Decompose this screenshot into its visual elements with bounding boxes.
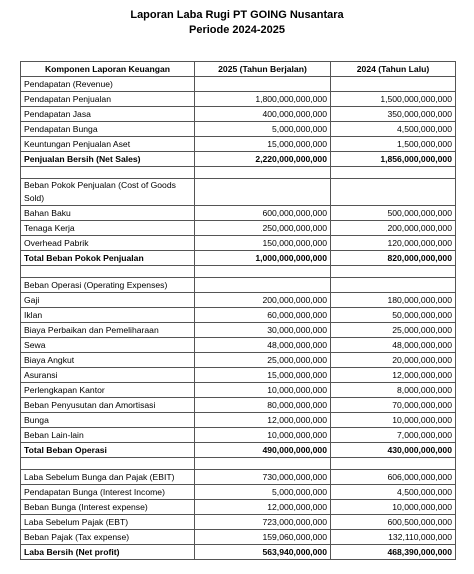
- report-period: Periode 2024-2025: [188, 24, 285, 36]
- header-row: [21, 62, 456, 77]
- value-2024: 10,000,000,000: [331, 413, 456, 428]
- table-row: [21, 308, 456, 323]
- value-2024: 1,500,000,000,000: [331, 92, 456, 107]
- table-row: [21, 413, 456, 428]
- value-2024: 350,000,000,000: [331, 107, 456, 122]
- row-label: [21, 167, 195, 179]
- value-2024: 4,500,000,000: [331, 122, 456, 137]
- value-2024: [331, 167, 456, 179]
- value-2025: 490,000,000,000: [195, 443, 331, 458]
- value-2025: 15,000,000,000: [195, 368, 331, 383]
- row-label: Sewa: [21, 338, 195, 353]
- column-header-component: Komponen Laporan Keuangan: [21, 62, 195, 77]
- row-label: Bahan Baku: [21, 206, 195, 221]
- value-2025: 12,000,000,000: [195, 500, 331, 515]
- table-row: [21, 545, 456, 560]
- table-row: [21, 500, 456, 515]
- value-2025: [195, 458, 331, 470]
- table-row: [21, 443, 456, 458]
- table-row: [21, 122, 456, 137]
- table-row: [21, 251, 456, 266]
- value-2025: 12,000,000,000: [195, 413, 331, 428]
- table-row: [21, 383, 456, 398]
- value-2025: 48,000,000,000: [195, 338, 331, 353]
- row-label: Gaji: [21, 293, 195, 308]
- value-2025: 25,000,000,000: [195, 353, 331, 368]
- table-body: [21, 77, 456, 560]
- value-2025: [195, 167, 331, 179]
- table-row: [21, 485, 456, 500]
- value-2024: 1,500,000,000: [331, 137, 456, 152]
- table-row: [21, 137, 456, 152]
- table-row: [21, 338, 456, 353]
- value-2025: 200,000,000,000: [195, 293, 331, 308]
- value-2025: 10,000,000,000: [195, 428, 331, 443]
- value-2024: 20,000,000,000: [331, 353, 456, 368]
- row-label: Perlengkapan Kantor: [21, 383, 195, 398]
- table-row: [21, 278, 456, 293]
- value-2025: 150,000,000,000: [195, 236, 331, 251]
- value-2024: 70,000,000,000: [331, 398, 456, 413]
- value-2025: 400,000,000,000: [195, 107, 331, 122]
- value-2024: 25,000,000,000: [331, 323, 456, 338]
- value-2025: 250,000,000,000: [195, 221, 331, 236]
- value-2025: 10,000,000,000: [195, 383, 331, 398]
- row-label: Pendapatan Jasa: [21, 107, 195, 122]
- value-2024: 1,856,000,000,000: [331, 152, 456, 167]
- table-row: [21, 428, 456, 443]
- value-2024: 48,000,000,000: [331, 338, 456, 353]
- value-2025: 600,000,000,000: [195, 206, 331, 221]
- value-2024: 10,000,000,000: [331, 500, 456, 515]
- value-2025: 1,800,000,000,000: [195, 92, 331, 107]
- value-2024: 606,000,000,000: [331, 470, 456, 485]
- row-label: Biaya Perbaikan dan Pemeliharaan: [21, 323, 195, 338]
- value-2025: 159,060,000,000: [195, 530, 331, 545]
- report-header: [0, 8, 474, 38]
- row-label: Total Beban Pokok Penjualan: [21, 251, 195, 266]
- row-label: Biaya Angkut: [21, 353, 195, 368]
- row-label: Laba Bersih (Net profit): [21, 545, 195, 560]
- row-label: Keuntungan Penjualan Aset: [21, 137, 195, 152]
- value-2025: [195, 77, 331, 92]
- table-row: [21, 221, 456, 236]
- value-2024: [331, 266, 456, 278]
- income-statement-table: [20, 61, 456, 560]
- row-label: [21, 458, 195, 470]
- row-label: Pendapatan (Revenue): [21, 77, 195, 92]
- value-2025: 5,000,000,000: [195, 122, 331, 137]
- table-row: [21, 152, 456, 167]
- value-2025: 5,000,000,000: [195, 485, 331, 500]
- table-row: [21, 206, 456, 221]
- value-2024: 120,000,000,000: [331, 236, 456, 251]
- table-row: [21, 368, 456, 383]
- row-label: Total Beban Operasi: [21, 443, 195, 458]
- row-label: Overhead Pabrik: [21, 236, 195, 251]
- report-title: Laporan Laba Rugi PT GOING Nusantara: [130, 9, 344, 21]
- column-header-2025: 2025 (Tahun Berjalan): [195, 62, 331, 77]
- value-2024: 500,000,000,000: [331, 206, 456, 221]
- table-row: [21, 266, 456, 278]
- table-row: [21, 179, 456, 206]
- row-label: Beban Operasi (Operating Expenses): [21, 278, 195, 293]
- row-label: Beban Lain-lain: [21, 428, 195, 443]
- table-row: [21, 530, 456, 545]
- row-label: Iklan: [21, 308, 195, 323]
- value-2024: 132,110,000,000: [331, 530, 456, 545]
- value-2024: 468,390,000,000: [331, 545, 456, 560]
- table-row: [21, 398, 456, 413]
- value-2025: [195, 179, 331, 206]
- value-2025: 723,000,000,000: [195, 515, 331, 530]
- value-2025: 80,000,000,000: [195, 398, 331, 413]
- table-row: [21, 515, 456, 530]
- row-label: Laba Sebelum Pajak (EBT): [21, 515, 195, 530]
- table-row: [21, 167, 456, 179]
- row-label: Pendapatan Penjualan: [21, 92, 195, 107]
- value-2024: 180,000,000,000: [331, 293, 456, 308]
- row-label: Beban Bunga (Interest expense): [21, 500, 195, 515]
- value-2025: [195, 266, 331, 278]
- table-row: [21, 107, 456, 122]
- row-label: Asuransi: [21, 368, 195, 383]
- value-2024: 600,500,000,000: [331, 515, 456, 530]
- value-2024: 200,000,000,000: [331, 221, 456, 236]
- value-2024: [331, 179, 456, 206]
- table-row: [21, 470, 456, 485]
- row-label: [21, 266, 195, 278]
- value-2025: 1,000,000,000,000: [195, 251, 331, 266]
- row-label: Bunga: [21, 413, 195, 428]
- value-2024: 820,000,000,000: [331, 251, 456, 266]
- row-label: Beban Pokok Penjualan (Cost of Goods Sold): [21, 179, 195, 206]
- value-2025: 15,000,000,000: [195, 137, 331, 152]
- row-label: Penjualan Bersih (Net Sales): [21, 152, 195, 167]
- value-2024: 4,500,000,000: [331, 485, 456, 500]
- table-row: [21, 92, 456, 107]
- table-header: [21, 62, 456, 77]
- value-2024: 430,000,000,000: [331, 443, 456, 458]
- value-2025: [195, 278, 331, 293]
- row-label: Laba Sebelum Bunga dan Pajak (EBIT): [21, 470, 195, 485]
- table-row: [21, 236, 456, 251]
- row-label: Beban Penyusutan dan Amortisasi: [21, 398, 195, 413]
- value-2024: 50,000,000,000: [331, 308, 456, 323]
- value-2025: 30,000,000,000: [195, 323, 331, 338]
- value-2025: 60,000,000,000: [195, 308, 331, 323]
- row-label: Pendapatan Bunga (Interest Income): [21, 485, 195, 500]
- column-header-2024: 2024 (Tahun Lalu): [331, 62, 456, 77]
- table-row: [21, 353, 456, 368]
- row-label: Beban Pajak (Tax expense): [21, 530, 195, 545]
- value-2024: 8,000,000,000: [331, 383, 456, 398]
- value-2024: 12,000,000,000: [331, 368, 456, 383]
- table-row: [21, 323, 456, 338]
- value-2025: 2,220,000,000,000: [195, 152, 331, 167]
- value-2024: 7,000,000,000: [331, 428, 456, 443]
- value-2024: [331, 458, 456, 470]
- table-row: [21, 293, 456, 308]
- value-2025: 730,000,000,000: [195, 470, 331, 485]
- value-2024: [331, 77, 456, 92]
- table-row: [21, 77, 456, 92]
- table-row: [21, 458, 456, 470]
- row-label: Pendapatan Bunga: [21, 122, 195, 137]
- row-label: Tenaga Kerja: [21, 221, 195, 236]
- value-2024: [331, 278, 456, 293]
- value-2025: 563,940,000,000: [195, 545, 331, 560]
